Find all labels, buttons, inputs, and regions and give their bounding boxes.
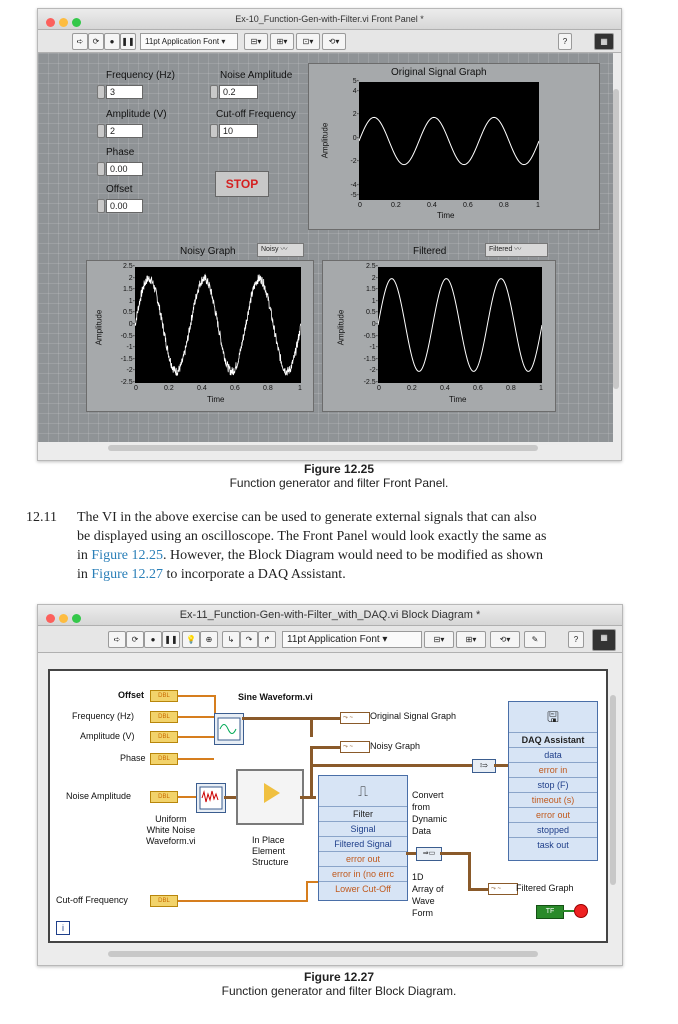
phase-spinner[interactable] bbox=[97, 162, 105, 176]
help-icon[interactable]: ? bbox=[558, 33, 572, 50]
amplitude-wire bbox=[178, 736, 214, 738]
noisy-yticks bbox=[117, 263, 135, 386]
cutoff-wire-up bbox=[306, 881, 308, 902]
vi-icon: ▦ bbox=[592, 629, 616, 651]
front-panel-window bbox=[37, 8, 622, 461]
step-out-icon[interactable]: ↱ bbox=[258, 631, 276, 648]
figure-27-description: Function generator and filter Block Diagram. bbox=[221, 984, 457, 998]
daq-row-data[interactable]: data bbox=[509, 747, 597, 762]
distribute-objects-button[interactable]: ⊞▾ bbox=[456, 631, 486, 648]
vertical-scrollbar[interactable] bbox=[613, 89, 619, 389]
minimize-window-button[interactable] bbox=[59, 614, 68, 623]
abort-button[interactable]: ● bbox=[144, 631, 162, 648]
amplitude-spinner[interactable] bbox=[97, 124, 105, 138]
filter-row-signal[interactable]: Signal bbox=[319, 821, 407, 836]
stop-button[interactable]: STOP bbox=[215, 171, 269, 197]
frequency-wire bbox=[178, 716, 214, 718]
exercise-line-2: be displayed using an oscilloscope. The Front Panel would look exactly the same as bbox=[77, 529, 547, 544]
y-tick: 1- bbox=[371, 297, 378, 305]
x-axis-label: Time bbox=[437, 211, 455, 220]
y-tick: -1- bbox=[126, 344, 135, 352]
phase-label: Phase bbox=[106, 147, 135, 158]
front-panel-canvas bbox=[38, 53, 613, 442]
original-sine-svg bbox=[359, 82, 539, 200]
filtered-svg bbox=[378, 267, 542, 383]
x-tick: 1 bbox=[536, 202, 540, 209]
front-panel-toolbar bbox=[38, 30, 621, 53]
y-tick: -0.5- bbox=[120, 332, 135, 340]
abort-button[interactable]: ● bbox=[104, 33, 120, 50]
filtered-graph-title: Filtered bbox=[413, 246, 447, 257]
noisy-legend: Noisy 〰 bbox=[257, 243, 304, 257]
offset-spinner[interactable] bbox=[97, 199, 105, 213]
amplitude-input[interactable]: 2 bbox=[106, 124, 143, 138]
x-axis-label: Time bbox=[449, 395, 467, 404]
amplitude-terminal-label: Amplitude (V) bbox=[80, 731, 135, 741]
exercise-line-4: in Figure 12.27 to incorporate a DAQ Assistant. bbox=[77, 567, 346, 582]
help-icon[interactable]: ? bbox=[568, 631, 584, 648]
resize-objects-button[interactable]: ⊡▾ bbox=[296, 33, 320, 50]
to-filtered-graph-wire bbox=[468, 888, 488, 891]
x-tick: 0.2 bbox=[407, 385, 417, 392]
highlight-execution-icon[interactable]: 💡 bbox=[182, 631, 200, 648]
filter-icon: ⎍ bbox=[358, 783, 368, 799]
run-arrow-button[interactable]: ➪ bbox=[108, 631, 126, 648]
legend-swatch-icon: 〰 bbox=[514, 246, 522, 253]
y-tick: 0.5- bbox=[122, 309, 135, 317]
noise-amplitude-spinner[interactable] bbox=[210, 85, 218, 99]
original-graph-terminal[interactable]: ⤳ ~ bbox=[340, 712, 370, 724]
y-tick: 2.5- bbox=[365, 263, 378, 270]
window-title: Ex-11_Function-Gen-with-Filter_with_DAQ.vi Block Diagram * bbox=[179, 609, 481, 621]
x-tick: 0.4 bbox=[427, 202, 437, 209]
cutoff-frequency-terminal-label: Cut-off Frequency bbox=[56, 895, 128, 905]
exercise-line-1: The VI in the above exercise can be used to generate external signals that can also bbox=[77, 510, 537, 525]
zoom-window-button[interactable] bbox=[72, 614, 81, 623]
x-tick: 1 bbox=[539, 385, 543, 392]
daq-row-error-out[interactable]: error out bbox=[509, 807, 597, 822]
x-tick: 0.4 bbox=[197, 385, 207, 392]
noisy-graph-terminal-label: Noisy Graph bbox=[370, 741, 421, 751]
cleanup-diagram-icon[interactable]: ✎ bbox=[524, 631, 546, 648]
filter-express-vi[interactable] bbox=[318, 775, 408, 901]
offset-label: Offset bbox=[106, 184, 133, 195]
block-diagram-canvas bbox=[48, 669, 608, 943]
y-tick: -1- bbox=[369, 344, 378, 352]
y-axis-label: Amplitude bbox=[94, 309, 104, 346]
original-graph-terminal-label: Original Signal Graph bbox=[370, 711, 457, 721]
figure-25-caption bbox=[0, 462, 678, 490]
align-objects-button[interactable]: ⊟▾ bbox=[244, 33, 268, 50]
horizontal-scrollbar[interactable] bbox=[108, 951, 538, 957]
original-signal-graph bbox=[308, 63, 600, 230]
distribute-objects-button[interactable]: ⊞▾ bbox=[270, 33, 294, 50]
zoom-window-button[interactable] bbox=[72, 18, 81, 27]
daq-title: DAQ Assistant bbox=[509, 732, 597, 747]
x-tick: 0.8 bbox=[499, 202, 509, 209]
x-tick: 0.2 bbox=[391, 202, 401, 209]
y-tick: -2- bbox=[369, 367, 378, 375]
cutoff-frequency-input[interactable]: 10 bbox=[219, 124, 258, 138]
filter-row-filtered-signal[interactable]: Filtered Signal bbox=[319, 836, 407, 851]
font-selector[interactable]: 11pt Application Font ▾ bbox=[140, 33, 238, 50]
noise-wire bbox=[178, 796, 196, 798]
filtered-signal-wire bbox=[406, 852, 416, 855]
convert-down-wire bbox=[468, 852, 471, 890]
figure-27-caption bbox=[0, 970, 678, 998]
daq-row-stop[interactable]: stop (F) bbox=[509, 777, 597, 792]
y-tick: 0.5- bbox=[365, 309, 378, 317]
convert-dynamic-data-node[interactable]: ⇒▭ bbox=[416, 847, 442, 861]
x-tick: 0.6 bbox=[473, 385, 483, 392]
sine-to-original-h bbox=[310, 717, 340, 720]
sine-waveform-icon bbox=[215, 714, 243, 744]
exercise-text bbox=[77, 508, 647, 584]
phase-terminal-label: Phase bbox=[120, 753, 146, 763]
merge-signals-node[interactable]: ⦂⇒ bbox=[472, 759, 496, 773]
phase-wire bbox=[178, 758, 214, 760]
original-graph-title: Original Signal Graph bbox=[391, 67, 487, 78]
cutoff-frequency-spinner[interactable] bbox=[210, 124, 218, 138]
front-panel-titlebar bbox=[38, 9, 621, 30]
cutoff-frequency-dbl-terminal[interactable]: DBL bbox=[150, 895, 178, 907]
horizontal-scrollbar[interactable] bbox=[108, 445, 538, 451]
noise-amplitude-input[interactable]: 0.2 bbox=[219, 85, 258, 99]
noisy-plot-area bbox=[135, 267, 301, 383]
daq-icon: 🖫 bbox=[547, 709, 559, 725]
stop-tf-terminal[interactable]: TF bbox=[536, 905, 564, 919]
inplace-out-wire bbox=[300, 796, 316, 799]
reorder-button[interactable]: ⟲▾ bbox=[490, 631, 520, 648]
noisy-sine-wave bbox=[135, 274, 301, 375]
y-tick: 1- bbox=[128, 297, 135, 305]
x-axis-label: Time bbox=[207, 395, 225, 404]
original-yticks bbox=[345, 78, 359, 200]
close-window-button[interactable] bbox=[46, 18, 55, 27]
y-tick: 2- bbox=[352, 111, 359, 118]
run-continuously-button[interactable]: ⟳ bbox=[126, 631, 144, 648]
figure-27-title: Figure 12.27 bbox=[303, 970, 375, 984]
in-place-structure[interactable] bbox=[236, 769, 304, 825]
y-tick: -1.5- bbox=[120, 355, 135, 363]
step-into-icon[interactable]: ↳ bbox=[222, 631, 240, 648]
frequency-dbl-terminal[interactable]: DBL bbox=[150, 711, 178, 723]
y-tick: -4- bbox=[350, 182, 359, 189]
cutoff-frequency-label: Cut-off Frequency bbox=[216, 109, 296, 120]
figure-25-link[interactable]: Figure 12.25 bbox=[91, 548, 163, 563]
noisy-svg bbox=[135, 267, 301, 383]
white-noise-node[interactable] bbox=[196, 783, 226, 813]
run-continuously-button[interactable]: ⟳ bbox=[88, 33, 104, 50]
y-tick: 4- bbox=[352, 88, 359, 95]
block-diagram-titlebar bbox=[38, 605, 622, 626]
y-tick: 0- bbox=[371, 321, 378, 328]
convert-label: Convert from Dynamic Data bbox=[412, 790, 448, 836]
filtered-graph-terminal[interactable]: ⤳ ~ bbox=[488, 883, 518, 895]
original-sine-wave bbox=[359, 117, 539, 164]
y-axis-label: Amplitude bbox=[336, 309, 346, 346]
frequency-input[interactable]: 3 bbox=[106, 85, 143, 99]
sine-out-wire bbox=[242, 717, 312, 720]
block-diagram-window bbox=[37, 604, 623, 966]
phase-input[interactable]: 0.00 bbox=[106, 162, 143, 176]
noisy-wire-h bbox=[310, 746, 340, 749]
run-arrow-button[interactable]: ➪ bbox=[72, 33, 88, 50]
filter-to-daq-wire bbox=[312, 764, 472, 767]
noisy-graph-title: Noisy Graph bbox=[180, 246, 236, 257]
y-tick: -2- bbox=[126, 367, 135, 375]
close-window-button[interactable] bbox=[46, 614, 55, 623]
add-function-icon bbox=[264, 783, 280, 803]
filtered-graph-terminal-label: Filtered Graph bbox=[516, 883, 574, 893]
noisy-up-wire bbox=[310, 746, 313, 799]
retain-wire-values-icon[interactable]: ⊕ bbox=[200, 631, 218, 648]
legend-swatch-icon: 〰 bbox=[280, 246, 288, 253]
sine-waveform-label: Sine Waveform.vi bbox=[238, 692, 313, 702]
noise-node-label: Uniform White Noise Waveform.vi bbox=[146, 814, 196, 846]
minimize-window-button[interactable] bbox=[59, 18, 68, 27]
noisy-graph bbox=[86, 260, 314, 412]
filtered-plot-area bbox=[378, 267, 542, 383]
noisy-graph-terminal[interactable]: ⤳ ~ bbox=[340, 741, 370, 753]
y-tick: -5- bbox=[350, 192, 359, 199]
noise-amplitude-label: Noise Amplitude bbox=[220, 70, 293, 81]
amplitude-dbl-terminal[interactable]: DBL bbox=[150, 731, 178, 743]
daq-row-timeout[interactable]: timeout (s) bbox=[509, 792, 597, 807]
y-tick: 1.5- bbox=[122, 286, 135, 294]
offset-wire bbox=[178, 695, 216, 697]
offset-terminal-label: Offset bbox=[118, 690, 145, 700]
sine-to-original-wire bbox=[310, 717, 313, 737]
y-tick: 5- bbox=[352, 78, 359, 85]
x-tick: 0 bbox=[377, 385, 381, 392]
filter-row-error-out[interactable]: error out bbox=[319, 851, 407, 866]
filtered-legend: Filtered 〰 bbox=[485, 243, 548, 257]
merge-to-daq-wire bbox=[494, 764, 508, 767]
y-tick: 1.5- bbox=[365, 286, 378, 294]
frequency-terminal-label: Frequency (Hz) bbox=[72, 711, 135, 721]
vertical-scrollbar[interactable] bbox=[610, 695, 616, 885]
x-tick: 0 bbox=[134, 385, 138, 392]
loop-condition-stop-icon bbox=[574, 904, 588, 918]
x-tick: 0.8 bbox=[263, 385, 273, 392]
daq-assistant-vi[interactable] bbox=[508, 701, 598, 861]
x-tick: 0.6 bbox=[463, 202, 473, 209]
pause-button[interactable]: ❚❚ bbox=[120, 33, 136, 50]
offset-dbl-terminal[interactable]: DBL bbox=[150, 690, 178, 702]
iteration-terminal-icon: i bbox=[56, 921, 70, 935]
figure-25-description: Function generator and filter Front Panel. bbox=[229, 476, 449, 490]
y-tick: 2.5- bbox=[122, 263, 135, 270]
exercise-line-3: in Figure 12.25. However, the Block Diagram would need to be modified as shown bbox=[77, 548, 544, 563]
figure-25-title: Figure 12.25 bbox=[303, 462, 375, 476]
y-tick: 0- bbox=[128, 321, 135, 328]
exercise-number: 12.11 bbox=[26, 510, 57, 525]
white-noise-icon bbox=[197, 784, 225, 812]
daq-row-error-in[interactable]: error in bbox=[509, 762, 597, 777]
cutoff-wire-into-filter bbox=[306, 881, 318, 883]
y-tick: -2- bbox=[350, 158, 359, 165]
array-label: 1D Array of Wave Form bbox=[412, 872, 444, 918]
offset-input[interactable]: 0.00 bbox=[106, 199, 143, 213]
vi-icon: ▦ bbox=[594, 33, 614, 50]
pause-button[interactable]: ❚❚ bbox=[162, 631, 180, 648]
y-tick: 2- bbox=[371, 274, 378, 282]
noise-amplitude-terminal-label: Noise Amplitude bbox=[66, 791, 132, 801]
filtered-graph bbox=[322, 260, 556, 412]
sine-waveform-node[interactable] bbox=[214, 713, 244, 745]
cutoff-wire bbox=[178, 900, 308, 902]
y-tick: -2.5- bbox=[363, 379, 378, 386]
y-tick: 0- bbox=[352, 135, 359, 142]
frequency-label: Frequency (Hz) bbox=[106, 70, 175, 81]
filter-row-lower-cutoff[interactable]: Lower Cut-Off bbox=[319, 881, 407, 896]
x-tick: 0.6 bbox=[230, 385, 240, 392]
y-tick: -1.5- bbox=[363, 355, 378, 363]
x-tick: 0.2 bbox=[164, 385, 174, 392]
filtered-sine-wave bbox=[378, 279, 542, 372]
frequency-spinner[interactable] bbox=[97, 85, 105, 99]
daq-row-task-out[interactable]: task out bbox=[509, 837, 597, 852]
window-title: Ex-10_Function-Gen-with-Filter.vi Front Panel * bbox=[235, 14, 424, 24]
filtered-yticks bbox=[360, 263, 378, 386]
block-diagram-toolbar bbox=[38, 626, 622, 653]
phase-dbl-terminal[interactable]: DBL bbox=[150, 753, 178, 765]
align-objects-button[interactable]: ⊟▾ bbox=[424, 631, 454, 648]
in-place-label: In Place Element Structure bbox=[252, 835, 289, 867]
font-selector[interactable]: 11pt Application Font ▾ bbox=[282, 631, 422, 648]
x-tick: 0 bbox=[358, 202, 362, 209]
filter-row-error-in[interactable]: error in (no errc bbox=[319, 866, 407, 881]
reorder-button[interactable]: ⟲▾ bbox=[322, 33, 346, 50]
step-over-icon[interactable]: ↷ bbox=[240, 631, 258, 648]
x-tick: 0.8 bbox=[506, 385, 516, 392]
y-tick: 2- bbox=[128, 274, 135, 282]
y-axis-label: Amplitude bbox=[320, 122, 330, 159]
x-tick: 0.4 bbox=[440, 385, 450, 392]
filter-row-title: Filter bbox=[319, 806, 407, 821]
y-tick: -2.5- bbox=[120, 379, 135, 386]
convert-out-wire bbox=[440, 852, 470, 855]
amplitude-label: Amplitude (V) bbox=[106, 109, 167, 120]
figure-27-link[interactable]: Figure 12.27 bbox=[91, 567, 163, 582]
original-plot-area bbox=[359, 82, 539, 200]
y-tick: -0.5- bbox=[363, 332, 378, 340]
noise-amplitude-dbl-terminal[interactable]: DBL bbox=[150, 791, 178, 803]
daq-row-stopped[interactable]: stopped bbox=[509, 822, 597, 837]
x-tick: 1 bbox=[298, 385, 302, 392]
